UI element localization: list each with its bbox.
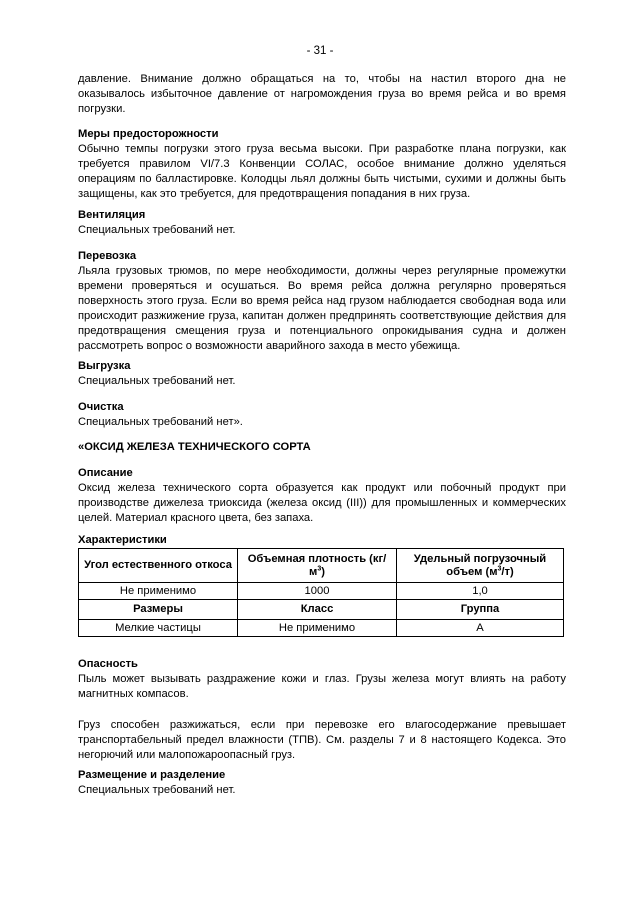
header-angle-of-repose: Угол естественного откоса [79,549,238,583]
description-section [78,466,566,526]
header-bulk-density-close: ) [321,565,325,578]
precautions-heading: Меры предосторожности [78,128,219,140]
carriage-text: Льяла грузовых трюмов, по мере необходимости, должны через регулярные промежутки времени проверяться и осушаться. Во время рейса должна регулярно проверяться поверхность этого груза. Если во время рейса над грузом наблюдается свободная вода или происходит разжижение груза, капитан должен предпринять соответствующие действия для предотвращения смещения груза и потенциального опрокидывания судна и должен рассмотреть вопрос о возможности аварийного захода в место убежища. [78,265,566,352]
cell-angle-value: Не применимо [79,583,238,600]
carriage-heading: Перевозка [78,250,137,262]
description-heading: Описание [78,467,133,479]
characteristics-table [78,548,564,637]
header-bulk-density-exponent: 3 [317,564,322,572]
ventilation-section [78,208,566,238]
header-stowage-factor-unit: /т) [501,565,514,578]
table-row [79,620,564,637]
cell-group-value: А [397,620,564,637]
hazard-text-2: Груз способен разжижаться, если при перевозке его влагосодержание превышает транспортабельный предел влажности (ТПВ). См. разделы 7 и 8 настоящего Кодекса. Это негорючий или малопожароопасный груз. [78,719,566,761]
intro-paragraph: давление. Внимание должно обращаться на то, чтобы на настил второго дна не оказывалось избыточное давление от нагромождения груза во время рейса и во время погрузки. [78,73,566,115]
stowage-text: Специальных требований нет. [78,784,236,796]
hazard-heading: Опасность [78,658,138,670]
characteristics-section [78,534,566,637]
header-bulk-density [238,549,397,583]
header-stowage-factor-exponent: 3 [497,564,502,572]
cell-size-value: Мелкие частицы [79,620,238,637]
clean-up-heading: Очистка [78,401,124,413]
description-text: Оксид железа технического сорта образуется как продукт или побочный продукт при производстве дижелеза триоксида (железа оксид (III)) для промышленных и коммерческих целей. Материал красного цвета, без запаха. [78,482,566,524]
header-size: Размеры [79,600,238,620]
header-stowage-factor-label: Удельный погрузочный объем (м [413,552,547,578]
carriage-section [78,249,566,354]
cell-class-value: Не применимо [238,620,397,637]
hazard-text-1: Пыль может вызывать раздражение кожи и глаз. Грузы железа могут влиять на работу магнитных компасов. [78,673,566,700]
characteristics-heading: Характеристики [78,534,167,546]
stowage-heading: Размещение и разделение [78,769,226,781]
cell-density-value: 1000 [238,583,397,600]
ventilation-heading: Вентиляция [78,209,146,221]
page-number: - 31 - [306,45,334,57]
clean-up-section [78,400,566,430]
header-class: Класс [238,600,397,620]
discharge-text: Специальных требований нет. [78,375,236,387]
discharge-heading: Выгрузка [78,360,131,372]
header-bulk-density-label: Объемная плотность (кг/м [247,552,387,578]
table-header-row [79,549,564,583]
header-stowage-factor [397,549,564,583]
hazard-section [78,657,566,763]
precautions-section [78,127,566,202]
header-group: Группа [397,600,564,620]
precautions-text: Обычно темпы погрузки этого груза весьма высоки. При разработке плана погрузки, как требуется правилом VI/7.3 Конвенции СОЛАС, особое внимание должно уделяться операциям по балластировке. Колодцы льял должны быть чистыми, сухими и должны быть защищены, как это требуется, для предотвращения попадания в них груза. [78,143,566,200]
cargo-title: «ОКСИД ЖЕЛЕЗА ТЕХНИЧЕСКОГО СОРТА [78,441,311,453]
cargo-title-section [78,440,566,455]
discharge-section [78,359,566,389]
stowage-section [78,768,566,798]
clean-up-text: Специальных требований нет». [78,416,243,428]
table-row [79,583,564,600]
table-subheader-row [79,600,564,620]
ventilation-text: Специальных требований нет. [78,224,236,236]
intro-section [78,72,566,117]
cell-stowage-value: 1,0 [397,583,564,600]
